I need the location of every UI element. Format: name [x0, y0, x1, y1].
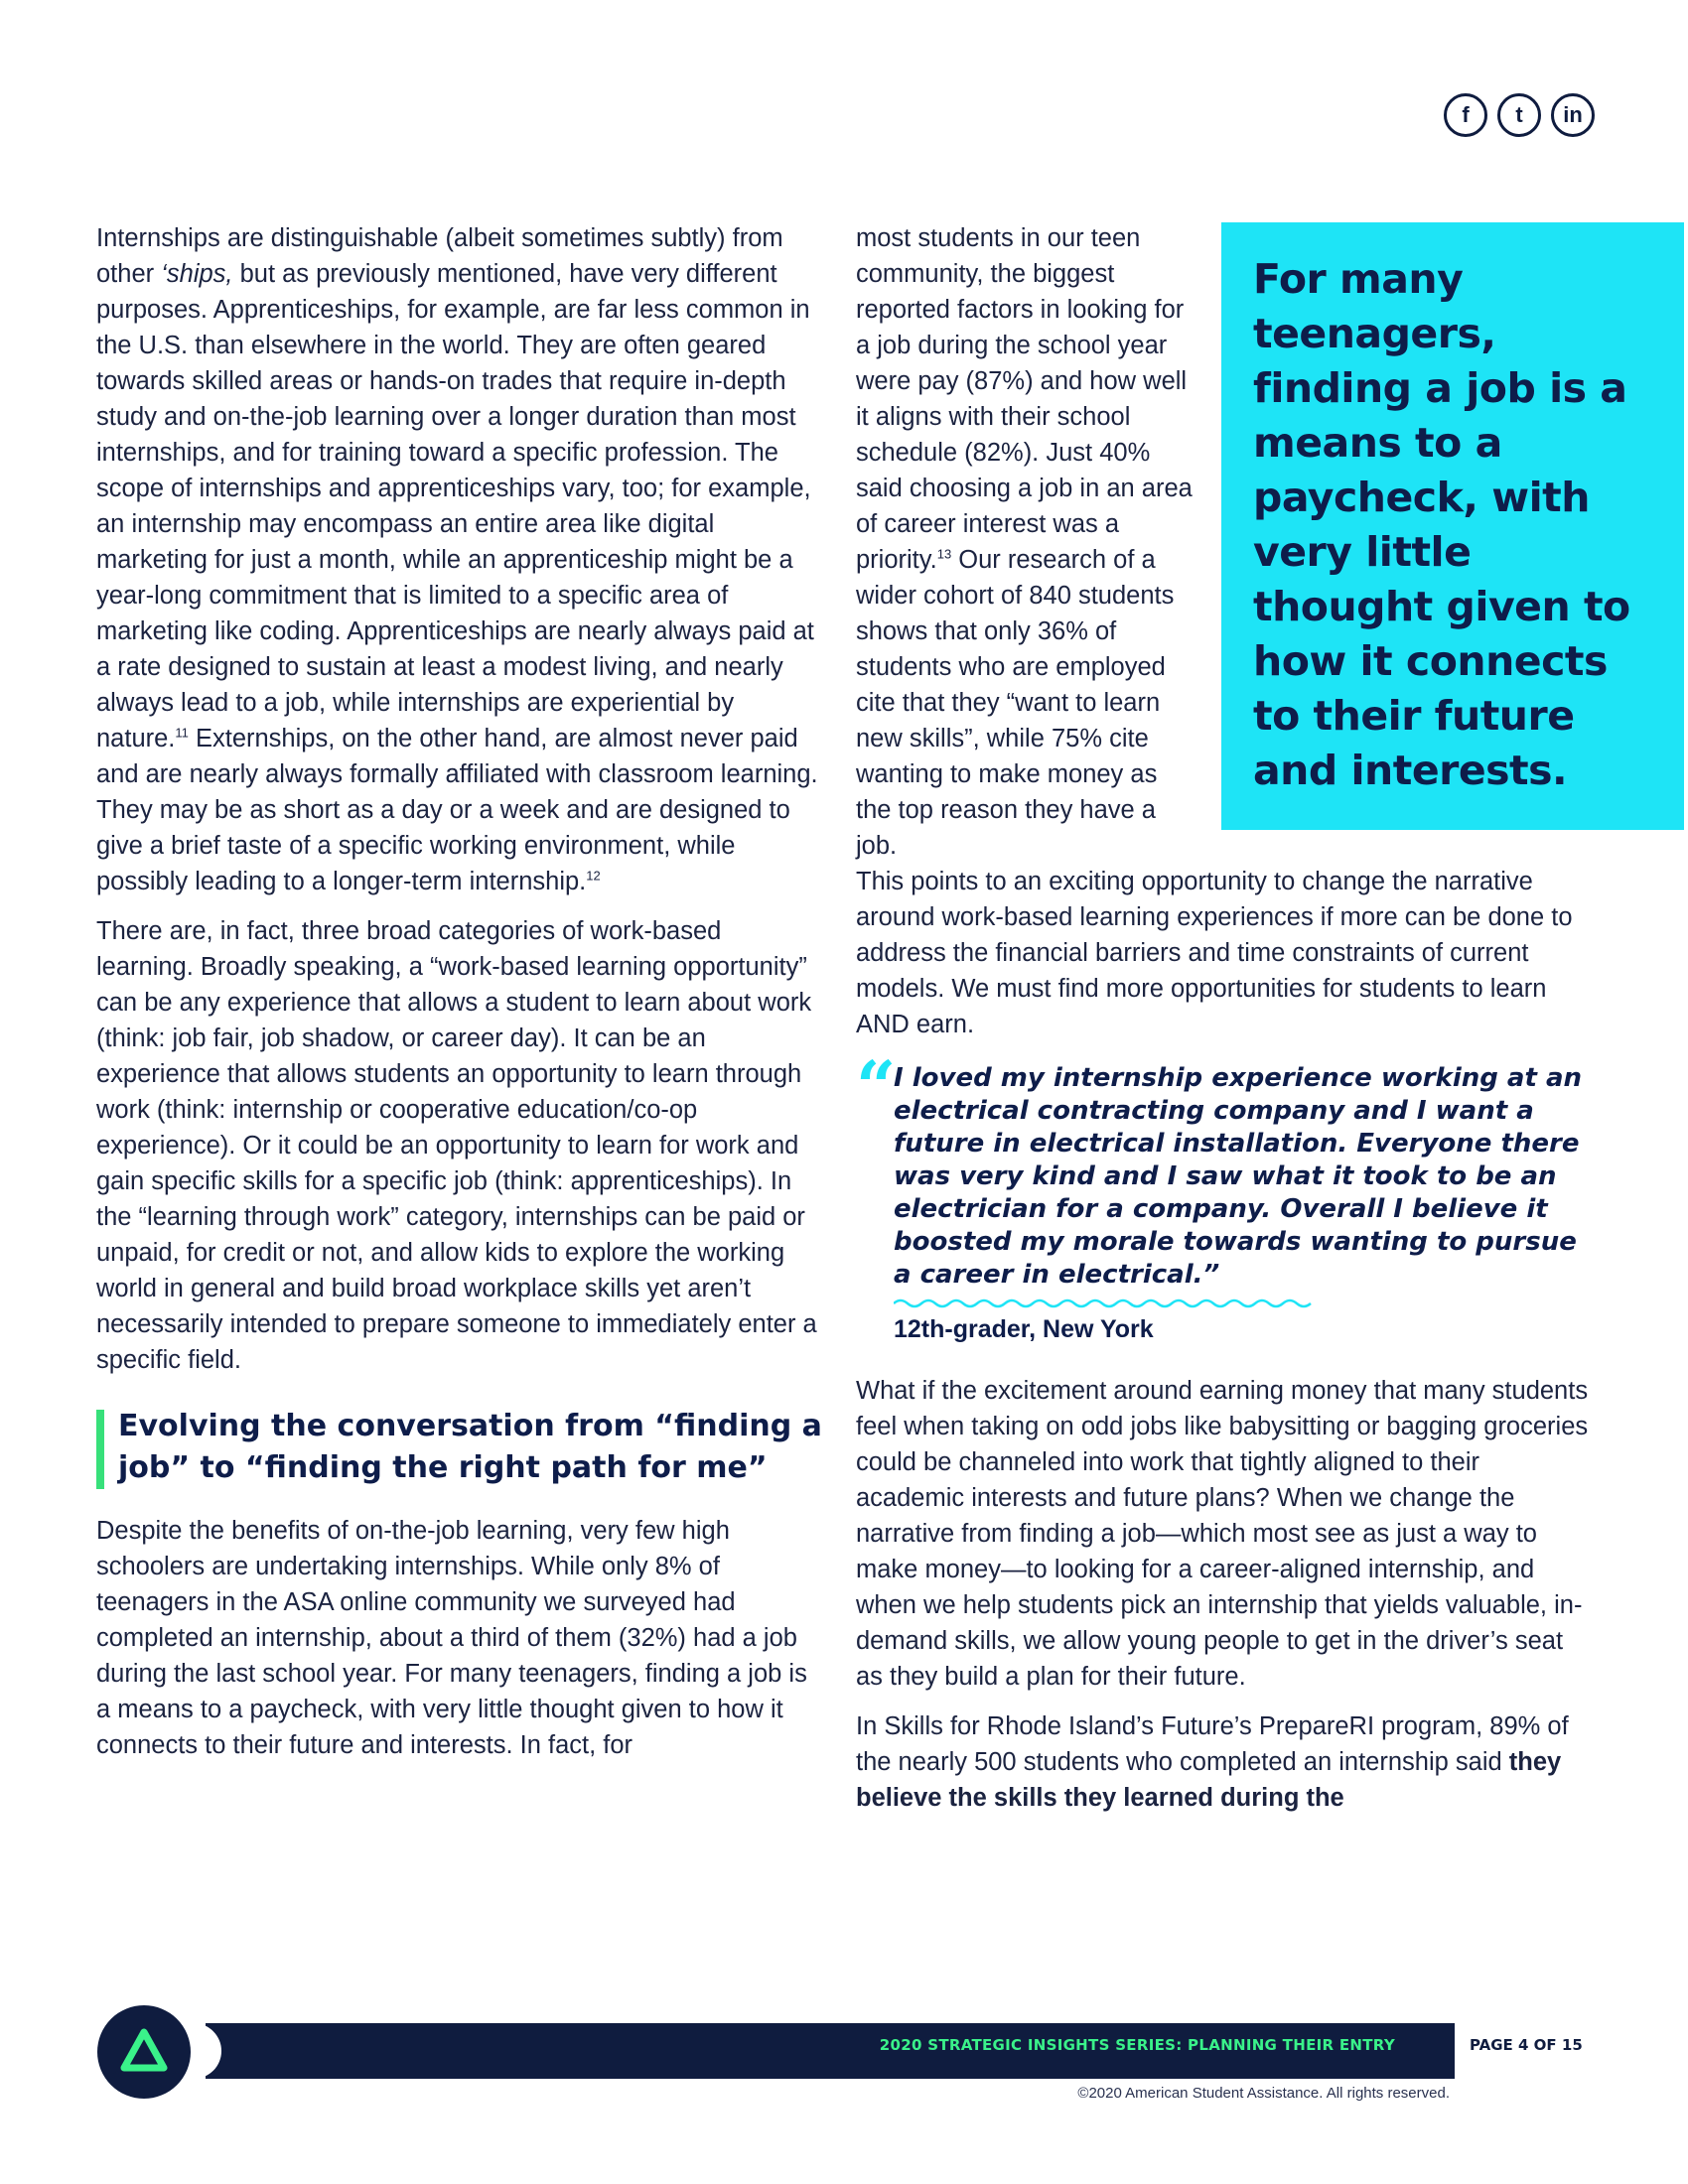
- paragraph-categories: There are, in fact, three broad categories of work-based learning. Broadly speaking, a “work-based learning opportunity” can be any experience that allows a student to learn about work (think: job fair, job shadow, or career day). It can be an experience that allows students an opportunity to learn through work (think: internship or cooperative education/co-op experience). Or it could be an opportunity to learn for work and gain specific skills for a specific job (think: apprenticeships). In the “learning through work” category, internships can be paid or unpaid, for credit or not, and allow kids to explore the working world in general and build broad workplace skills yet aren’t necessarily intended to prepare someone to immediately enter a specific field.: [96, 917, 817, 1374]
- footer-series-title: 2020 STRATEGIC INSIGHTS SERIES: PLANNING THEIR ENTRY: [879, 2036, 1395, 2054]
- social-links: [1444, 93, 1595, 137]
- quote-attribution: 12th-grader, New York: [894, 1315, 1154, 1343]
- pull-quote-callout: [1221, 222, 1684, 830]
- text-span: In Skills for Rhode Island’s Future’s PrepareRI program, 89% of the nearly 500 students who completed an internship said: [856, 1712, 1569, 1776]
- text-span: Internships are distinguishable (albeit sometimes subtly) from other: [96, 224, 783, 288]
- heading-accent-bar: [96, 1410, 104, 1489]
- paragraph-ships: [96, 220, 823, 899]
- paragraph-opportunity: This points to an exciting opportunity to change the narrative around work-based learning experiences if more can be done to address the financial barriers and time constraints of current models. We must find more opportunities for students to learn AND earn.: [856, 868, 1573, 1038]
- right-narrow-column: [856, 220, 1198, 878]
- footnote-ref[interactable]: 13: [936, 546, 952, 562]
- paragraph-prepareri: [856, 1708, 1591, 1816]
- paragraph-benefits: Despite the benefits of on-the-job learning, very few high schoolers are undertaking internships. While only 8% of teenagers in the ASA online community we surveyed had completed an internship, about a third of them (32%) had a job during the last school year. For many teenagers, finding a job is a means to a paycheck, with very little thought given to how it connects to their future and interests. In fact, for: [96, 1517, 807, 1759]
- italic-text: ‘ships,: [161, 260, 233, 288]
- footnote-ref[interactable]: 12: [586, 868, 601, 884]
- right-full-column: [856, 864, 1591, 1830]
- student-quote: [856, 1045, 1591, 1347]
- text-span: Our research of a wider cohort of 840 students shows that only 36% of students who are employed cite that they “want to learn new skills”, while 75% cite wanting to make money as the top reason they have a job.: [856, 546, 1175, 860]
- quote-text: I loved my internship experience working at an electrical contracting company and I want a future in electrical installation. Everyone there was very kind and I saw what it took to be an electrician for a company. Overall I believe it boosted my morale towards wanting to pursue a career in electrical.”: [894, 1063, 1582, 1290]
- text-span: but as previously mentioned, have very different purposes. Apprenticeships, for example, are far less common in the U.S. than elsewhere in the world. They are often geared towards skilled areas or hands-on trades that require in-depth study and on-the-job learning over a longer duration than most internships, and for training toward a specific profession. The scope of internships and apprenticeships vary, too; for example, an internship may encompass an entire area like digital marketing for just a month, while an apprenticeship might be a year-long commitment that is limited to a specific area of marketing like coding. Apprenticeships are nearly always paid at a rate designed to sustain at least a modest living, and nearly always lead to a job, while internships are experiential by nature.: [96, 260, 814, 752]
- quote-mark-icon: “: [856, 1045, 897, 1128]
- left-column: [96, 220, 823, 1777]
- page-number: PAGE 4 OF 15: [1470, 2036, 1583, 2054]
- facebook-icon[interactable]: f: [1444, 93, 1487, 137]
- paragraph-excitement: What if the excitement around earning money that many students feel when taking on odd jobs like babysitting or bagging groceries could be channeled into work that tightly aligned to their academic interests and future plans? When we change the narrative from finding a job—which most see as just a way to make money—to looking for a career-aligned internship, and when we help students pick an internship that yields valuable, in-demand skills, we allow young people to get in the driver’s seat as they build a plan for their future.: [856, 1377, 1589, 1691]
- section-title: Evolving the conversation from “finding a job” to “finding the right path for me”: [118, 1409, 822, 1485]
- text-span: Externships, on the other hand, are almost never paid and are nearly always formally affiliated with classroom learning. They may be as short as a day or a week and are designed to give a brief taste of a specific working environment, while possibly leading to a longer-term internship.: [96, 725, 818, 895]
- callout-text: For many teenagers, finding a job is a means to a paycheck, with very little thought given to how it connects to their future and interests.: [1253, 255, 1630, 794]
- copyright: ©2020 American Student Assistance. All rights reserved.: [1077, 2085, 1450, 2102]
- bold-text: they believe the skills they learned during the: [856, 1748, 1562, 1812]
- linkedin-icon[interactable]: in: [1551, 93, 1595, 137]
- wave-divider: [894, 1297, 1321, 1309]
- section-heading: [96, 1406, 823, 1489]
- asa-logo-icon: [97, 2005, 191, 2099]
- text-span: most students in our teen community, the biggest reported factors in looking for a job during the school year were pay (87%) and how well it aligns with their school schedule (82%). Just 40% said choosing a job in an area of career interest was a priority.: [856, 224, 1193, 574]
- paragraph-teen-community: [856, 220, 1198, 864]
- footnote-ref[interactable]: 11: [175, 725, 189, 741]
- twitter-icon[interactable]: t: [1497, 93, 1541, 137]
- triangle-logo-icon: [116, 2024, 172, 2080]
